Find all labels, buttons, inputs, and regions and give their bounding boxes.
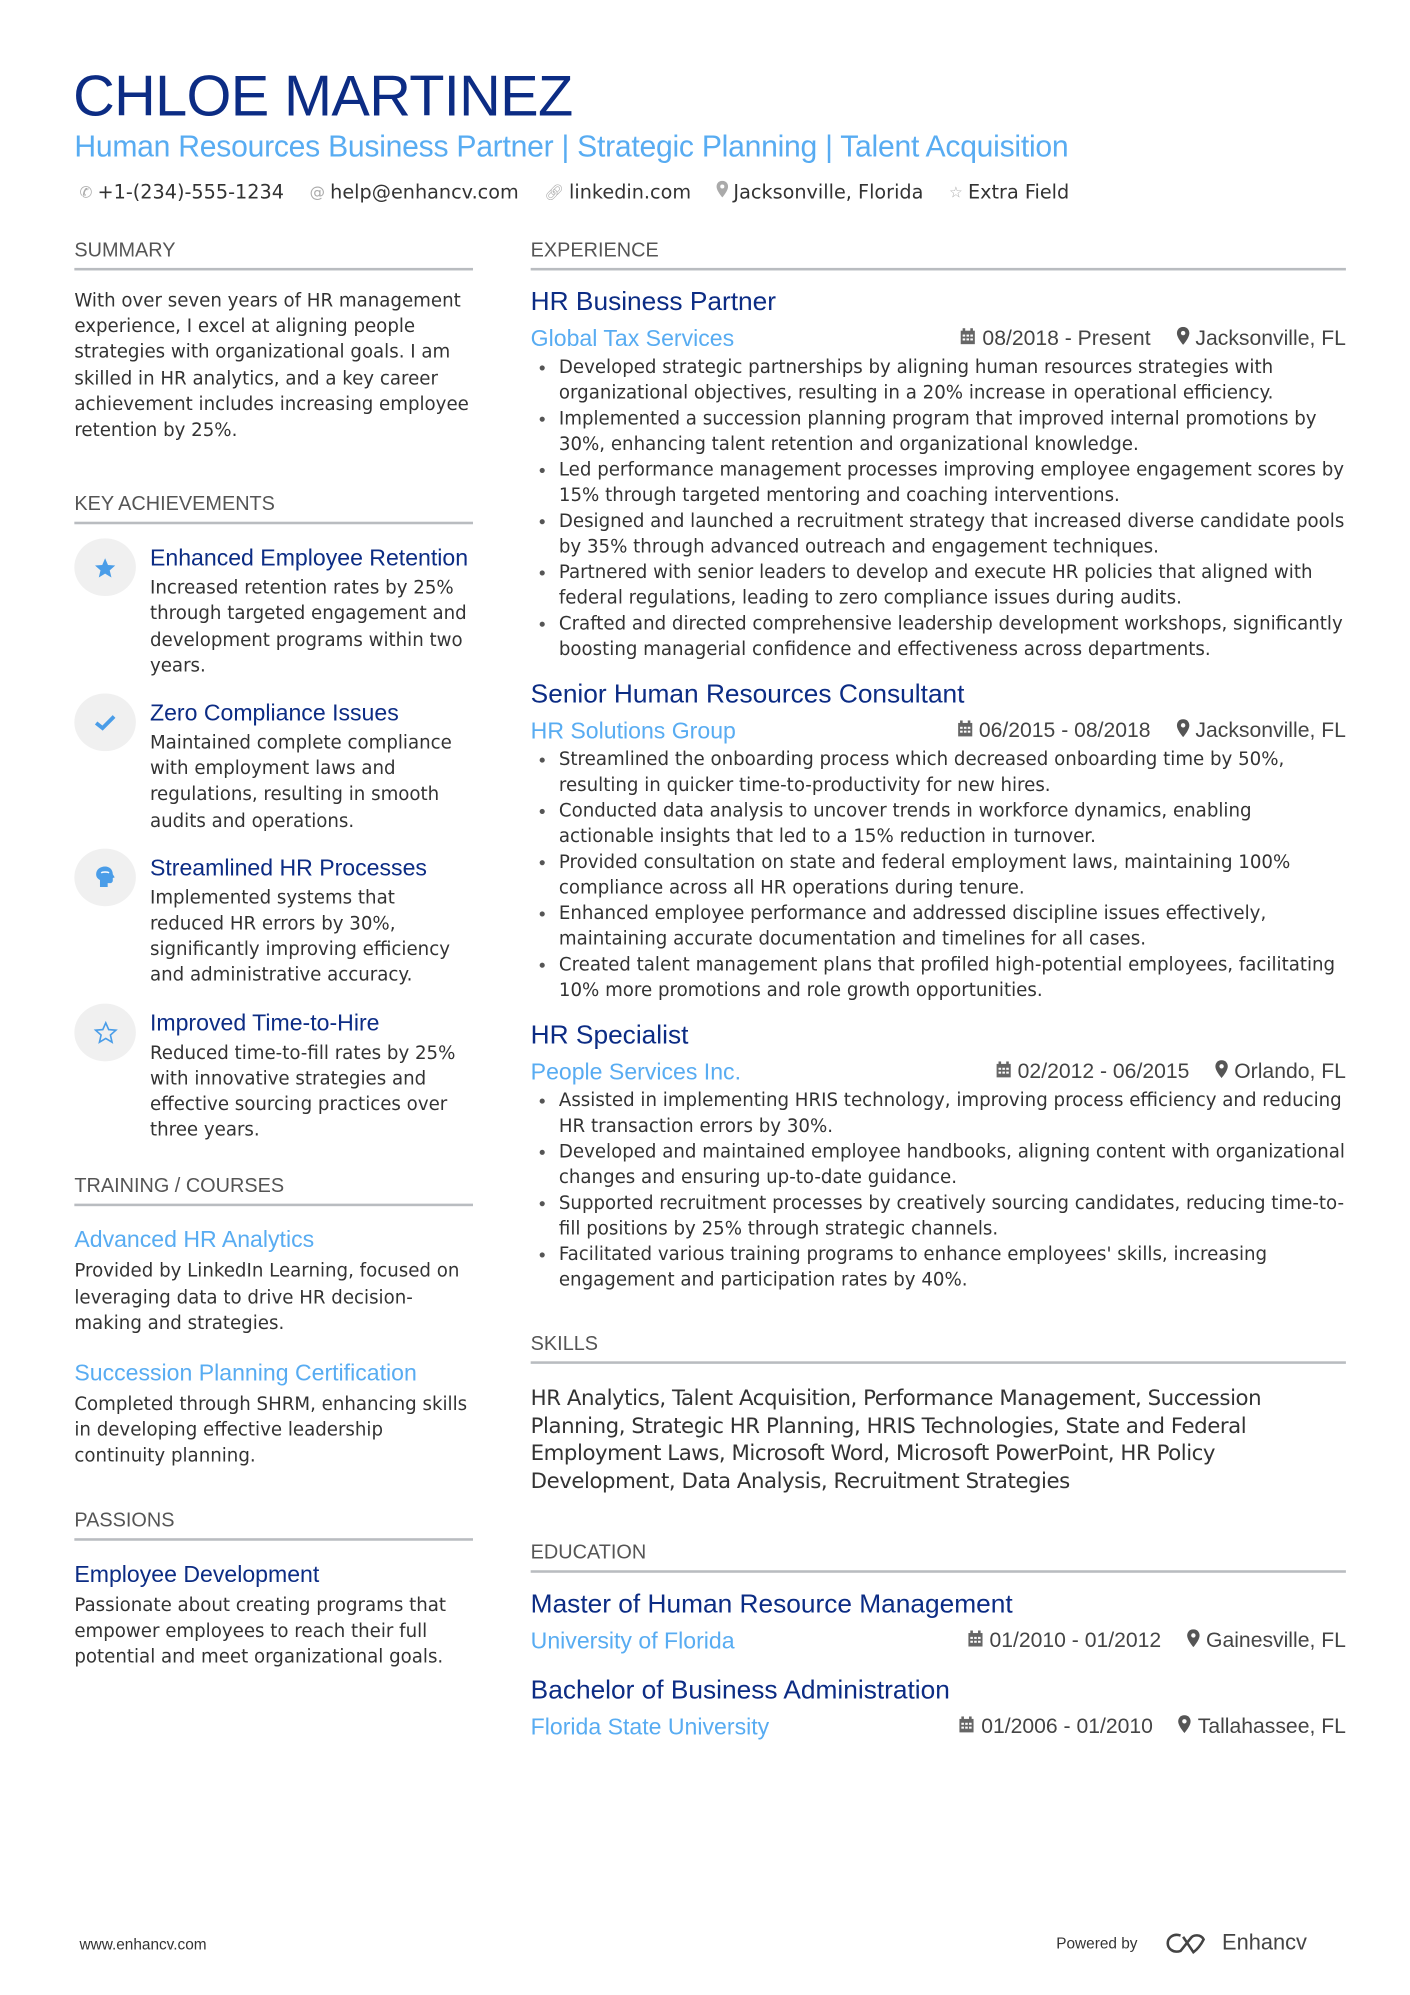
skills-section [531,1332,1346,1495]
calendar-icon [996,1062,1011,1081]
section-title: SKILLS [531,1332,1346,1364]
job-entry [531,286,1346,663]
location-text: Tallahassee, FL [1197,1714,1346,1738]
company-name: Global Tax Services [530,325,735,352]
location-icon [717,179,729,205]
achievement-title: Streamlined HR Processes [149,854,427,881]
footer-branding [1056,1930,1307,1956]
section-title: KEY ACHIEVEMENTS [74,492,473,524]
job-bullet: • Provided consultation on state and federal employment laws, maintaining 100% compliance across all HR operations during tenure. [559,850,1346,901]
job-bullet: • Streamlined the onboarding process which decreased onboarding time by 50%, resulting in quicker time-to-productivity for new hires. [559,747,1346,798]
education-dates [968,1629,1161,1653]
summary-section [74,238,473,443]
achievement-item [74,1007,473,1144]
achievement-item [74,852,473,989]
dates-text: 01/2010 - 01/2012 [989,1628,1162,1652]
job-location [1176,326,1346,350]
job-bullet: • Developed and maintained employee handbooks, aligning content with organizational changes and ensuring up-to-date guidance. [559,1140,1346,1191]
job-entry [531,678,1346,1004]
education-dates [959,1714,1152,1738]
phone-icon: ✆ [79,183,93,202]
job-bullet: • Enhanced employee performance and addressed discipline issues effectively, maintaining accurate documentation and timelines for all cases. [559,901,1346,952]
brand-name: Enhancv [1222,1930,1307,1955]
contact-text: +1-(234)-555-1234 [97,180,285,204]
course-text: Provided by LinkedIn Learning, focused on leveraging data to drive HR decision-making and strategies. [74,1261,460,1335]
dates-text: 02/2012 - 06/2015 [1017,1059,1190,1083]
achievement-text: Implemented systems that reduced HR errors by 30%, significantly improving efficiency and administrative accuracy. [149,888,450,987]
job-title: Senior Human Resources Consultant [530,679,965,709]
job-bullet: • Designed and launched a recruitment strategy that increased diverse candidate pools by 35% through advanced outreach and engagement techniques. [559,509,1346,560]
company-name: HR Solutions Group [530,717,736,744]
summary-text: With over seven years of HR management experience, I excel at aligning people strategies with organizational goals. I am skilled in HR analytics, and a key career achievement includes increasing employee retention by 25%. [74,290,469,441]
achievement-title: Enhanced Employee Retention [149,545,469,571]
experience-section [531,238,1346,1293]
location-icon [1187,1631,1200,1650]
at-icon: @ [309,183,326,202]
training-section [74,1175,473,1470]
job-bullets [531,747,1346,1003]
contact-linkedin[interactable] [544,179,691,205]
brain-icon [74,848,136,906]
achievement-text: Reduced time-to-fill rates by 25% with innovative strategies and effective sourcing practices over three years. [149,1042,456,1142]
job-meta-row [531,1056,1346,1087]
job-bullets [531,1088,1346,1293]
job-dates [996,1059,1189,1083]
job-bullet: • Developed strategic partnerships by aligning human resources strategies with organizational objectives, resulting in a 20% increase in operational efficiency. [559,355,1346,406]
company-name: People Services Inc. [530,1058,742,1085]
contact-text: Jacksonville, Florida [733,180,924,204]
achievement-title: Zero Compliance Issues [149,699,399,726]
job-bullet: • Conducted data analysis to uncover trends in workforce dynamics, enabling actionable insights that led to a 15% reduction in turnover. [559,799,1346,850]
achievement-title: Improved Time-to-Hire [149,1009,380,1036]
job-entry [531,1019,1346,1293]
contact-email[interactable] [310,179,519,205]
job-bullet: • Crafted and directed comprehensive leadership development workshops, significantly boosting managerial confidence and effectiveness across departments. [559,611,1346,662]
location-icon [1176,329,1189,348]
contact-text: Extra Field [967,180,1070,204]
job-bullet: • Implemented a succession planning program that improved internal promotions by 30%, enhancing talent retention and organizational knowledge. [559,406,1346,457]
achievement-text: Maintained complete compliance with employment laws and regulations, resulting in smooth audits and operations. [149,733,452,832]
location-icon [1179,1717,1192,1736]
contact-text: help@enhancv.com [330,180,519,204]
passion-title: Employee Development [74,1560,320,1587]
location-text: Gainesville, FL [1206,1628,1346,1652]
contact-text: linkedin.com [569,180,692,204]
course-text: Completed through SHRM, enhancing skills in developing effective leadership continuity planning. [74,1394,468,1468]
degree-title: Bachelor of Business Administration [530,1675,950,1705]
candidate-subtitle: Human Resources Business Partner | Strategic Planning | Talent Acquisition [74,129,1069,163]
passions-section [74,1508,473,1670]
achievements-section [74,492,473,1143]
brand-logo[interactable] [1166,1930,1307,1956]
calendar-icon [961,329,976,348]
skills-text: HR Analytics, Talent Acquisition, Performance Management, Succession Planning, Strategic HR Planning, HRIS Technologies, State and Federal Employment Laws, Microsoft Word, Microsoft PowerPoint, HR Policy Development, Data Analysis, Recruitment Strategies [530,1385,1262,1493]
job-dates [957,718,1150,742]
job-bullet: • Facilitated various training programs to enhance employees' skills, increasing engagement and participation rates by 40%. [559,1242,1346,1293]
star-filled-icon [74,539,136,597]
contact-location [717,179,924,205]
course-item [74,1225,473,1337]
job-meta-row [531,323,1346,354]
right-column [531,238,1346,1788]
job-bullet: • Assisted in implementing HRIS technology, improving process efficiency and reducing HR transaction errors by 30%. [559,1088,1346,1139]
left-column [74,238,473,1716]
dates-text: 01/2006 - 01/2010 [981,1714,1153,1738]
education-section [531,1541,1346,1742]
location-icon [1176,721,1189,740]
calendar-icon [959,1717,974,1736]
school-name: University of Florida [530,1627,735,1654]
star-outline-icon [74,1003,136,1061]
contact-extra [949,179,1069,205]
contact-bar [79,179,1069,205]
enhancv-logo-icon [1166,1932,1212,1955]
job-title: HR Business Partner [530,287,777,317]
link-icon: 🔗︎ [544,183,564,202]
candidate-name: CHLOE MARTINEZ [73,62,573,129]
location-text: Jacksonville, FL [1195,718,1346,742]
job-location [1176,718,1346,742]
section-title: EXPERIENCE [531,238,1346,270]
star-icon: ☆ [949,183,963,202]
job-bullet: • Partnered with senior leaders to develop and execute HR policies that aligned with federal regulations, leading to zero compliance issues during audits. [559,560,1346,611]
job-dates [961,326,1151,350]
powered-by-label: Powered by [1056,1934,1138,1953]
education-entry [531,1674,1346,1742]
passion-text: Passionate about creating programs that empower employees to reach their full potential and meet organizational goals. [74,1595,447,1668]
calendar-icon [957,721,972,740]
section-title: TRAINING / COURSES [74,1175,473,1207]
education-meta-row [531,1625,1346,1656]
education-meta-row [531,1711,1346,1742]
education-entry [531,1588,1346,1656]
check-icon [74,694,136,752]
education-location [1187,1629,1346,1653]
degree-title: Master of Human Resource Management [530,1589,1013,1619]
section-title: EDUCATION [531,1541,1346,1573]
job-bullet: • Supported recruitment processes by creatively sourcing candidates, reducing time-to-fill positions by 25% through strategic channels. [559,1191,1346,1242]
achievement-item [74,542,473,679]
course-title: Advanced HR Analytics [74,1227,315,1253]
job-bullet: • Created talent management plans that profiled high-potential employees, facilitating 10% more promotions and role growth opportunities. [559,952,1346,1003]
footer-website[interactable]: www.enhancv.com [79,1935,207,1954]
job-bullet: • Led performance management processes improving employee engagement scores by 15% through targeted mentoring and coaching interventions. [559,458,1346,509]
job-title: HR Specialist [530,1020,689,1050]
location-text: Jacksonville, FL [1195,326,1346,350]
job-meta-row [531,715,1346,746]
location-text: Orlando, FL [1234,1059,1346,1083]
dates-text: 08/2018 - Present [982,326,1151,350]
course-title: Succession Planning Certification [74,1360,417,1386]
education-location [1179,1714,1346,1738]
course-item [74,1358,473,1470]
contact-phone[interactable] [79,179,284,205]
section-title: PASSIONS [74,1508,473,1540]
job-bullets [531,355,1346,663]
school-name: Florida State University [530,1713,770,1740]
dates-text: 06/2015 - 08/2018 [978,718,1151,742]
section-title: SUMMARY [74,238,473,270]
job-location [1215,1059,1346,1083]
achievement-text: Increased retention rates by 25% through targeted engagement and development programs within two years. [149,578,467,677]
calendar-icon [968,1631,983,1650]
achievement-item [74,697,473,834]
location-icon [1215,1062,1228,1081]
